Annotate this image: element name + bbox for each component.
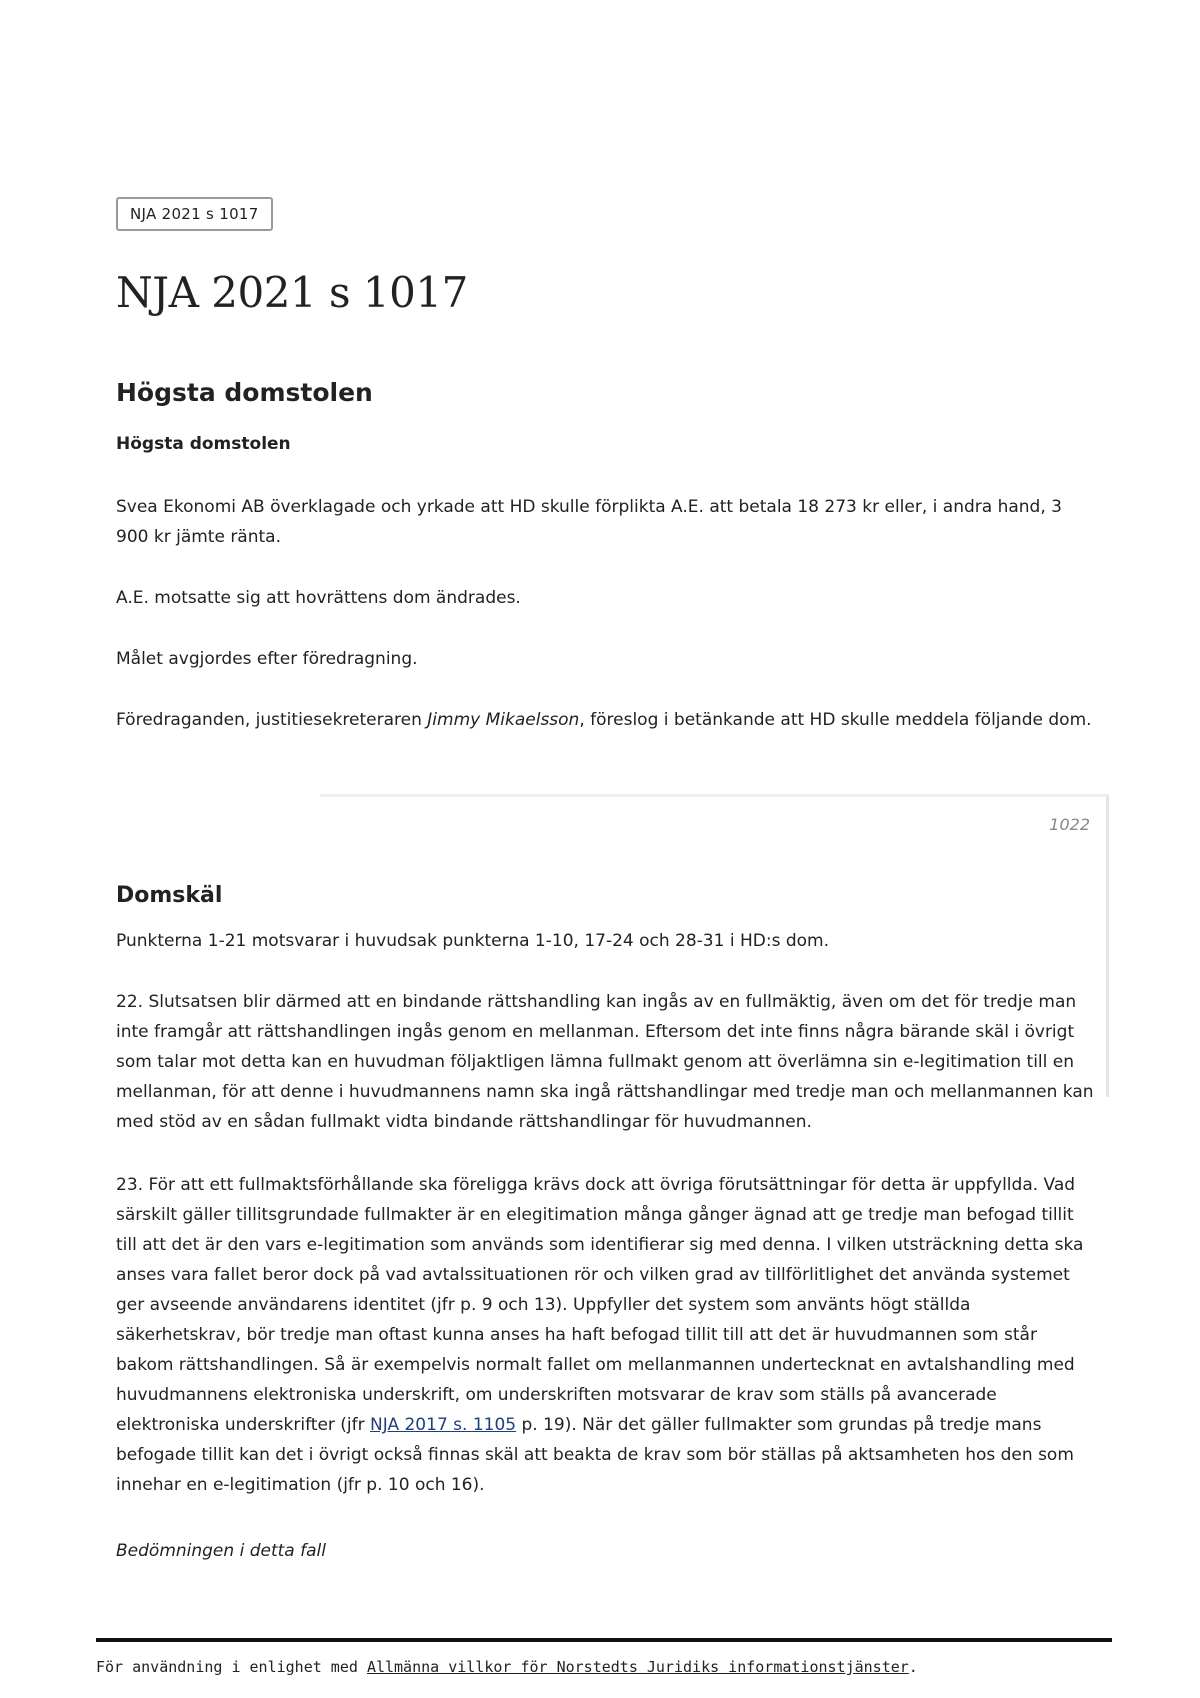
intro-paragraph-opposition: A.E. motsatte sig att hovrättens dom ändrades. bbox=[116, 588, 521, 608]
case-reference-link[interactable]: NJA 2017 s. 1105 bbox=[370, 1415, 517, 1435]
page-marker: 1022 bbox=[1049, 815, 1090, 834]
footer-text-after: . bbox=[908, 1658, 918, 1676]
paragraph-summary: Punkterna 1-21 motsvarar i huvudsak punkterna 1-10, 17-24 och 28-31 i HD:s dom. bbox=[116, 931, 829, 951]
rapporteur-name: Jimmy Mikaelsson bbox=[427, 710, 580, 730]
paragraph-23-after: p. 19). När det gäller fullmakter som grundas på tredje mans befogade tillit kan det i övrigt också finnas skäl att beakta de krav som bör ställas på aktsamheten hos den som innehar en e-legitimation (jfr p. 10 och 16). bbox=[116, 1415, 1074, 1495]
footer-text-before: För användning i enlighet med bbox=[96, 1658, 367, 1676]
footer-divider bbox=[96, 1638, 1112, 1642]
rapporteur-paragraph bbox=[116, 705, 1096, 735]
paragraph-22: 22. Slutsatsen blir därmed att en bindande rättshandling kan ingås av en fullmäktig, även om det för tredje man inte framgår att rättshandlingen ingås genom en mellanman. Eftersom det inte finns några bärande skäl i övrigt som talar mot detta kan en huvudman följaktligen lämna fullmakt genom att överlämna sin e-legitimation till en mellanman, för att denne i huvudmannens namn ska ingå rättshandlingar med tredje man och mellanmannen kan med stöd av en sådan fullmakt vidta bindande rättshandlingar för huvudmannen. bbox=[116, 992, 1094, 1132]
rapporteur-text-after: , föreslog i betänkande att HD skulle meddela följande dom. bbox=[579, 710, 1092, 730]
intro-paragraph-procedure: Målet avgjordes efter föredragning. bbox=[116, 649, 418, 669]
court-subheading: Högsta domstolen bbox=[116, 434, 291, 454]
document-tag: NJA 2021 s 1017 bbox=[116, 197, 273, 231]
document-title: NJA 2021 s 1017 bbox=[116, 268, 468, 317]
intro-paragraph-appeal: Svea Ekonomi AB överklagade och yrkade att HD skulle förplikta A.E. att betala 18 273 kr eller, i andra hand, 3 900 kr jämte ränta. bbox=[116, 497, 1062, 547]
court-heading: Högsta domstolen bbox=[116, 378, 373, 407]
rapporteur-text-before: Föredraganden, justitiesekreteraren bbox=[116, 710, 428, 730]
terms-link[interactable]: Allmänna villkor för Norstedts Juridiks informationstjänster bbox=[366, 1658, 909, 1676]
subheading-assessment-text: Bedömningen i detta fall bbox=[116, 1541, 326, 1561]
paragraph-23-before: 23. För att ett fullmaktsförhållande ska föreligga krävs dock att övriga förutsättningar för detta är uppfyllda. Vad särskilt gäller tillitsgrundade fullmakter är en elegitimation många gånger ägnad att ge tredje man befogad tillit till att det är den vars e-legitimation som används som identifierar sig med denna. I vilken utsträckning detta ska anses vara fallet beror dock på vad avtalssituationen rör och vilken grad av tillförlitlighet det använda systemet ger avseende användarens identitet (jfr p. 9 och 13). Uppfyller det system som använts högt ställda säkerhetskrav, bör tredje man oftast kunna anses ha haft befogad tillit till att det är huvudmannen som står bakom rättshandlingen. Så är exempelvis normalt fallet om mellanmannen undertecknat en avtalshandling med huvudmannens elektroniska underskrift, om underskriften motsvarar de krav som ställs på avancerade elektroniska underskrifter (jfr bbox=[116, 1175, 1084, 1435]
section-heading-domskal: Domskäl bbox=[116, 883, 223, 908]
paragraph-23 bbox=[116, 1170, 1096, 1500]
footer-notice bbox=[96, 1658, 918, 1676]
subheading-assessment bbox=[116, 1536, 1096, 1566]
